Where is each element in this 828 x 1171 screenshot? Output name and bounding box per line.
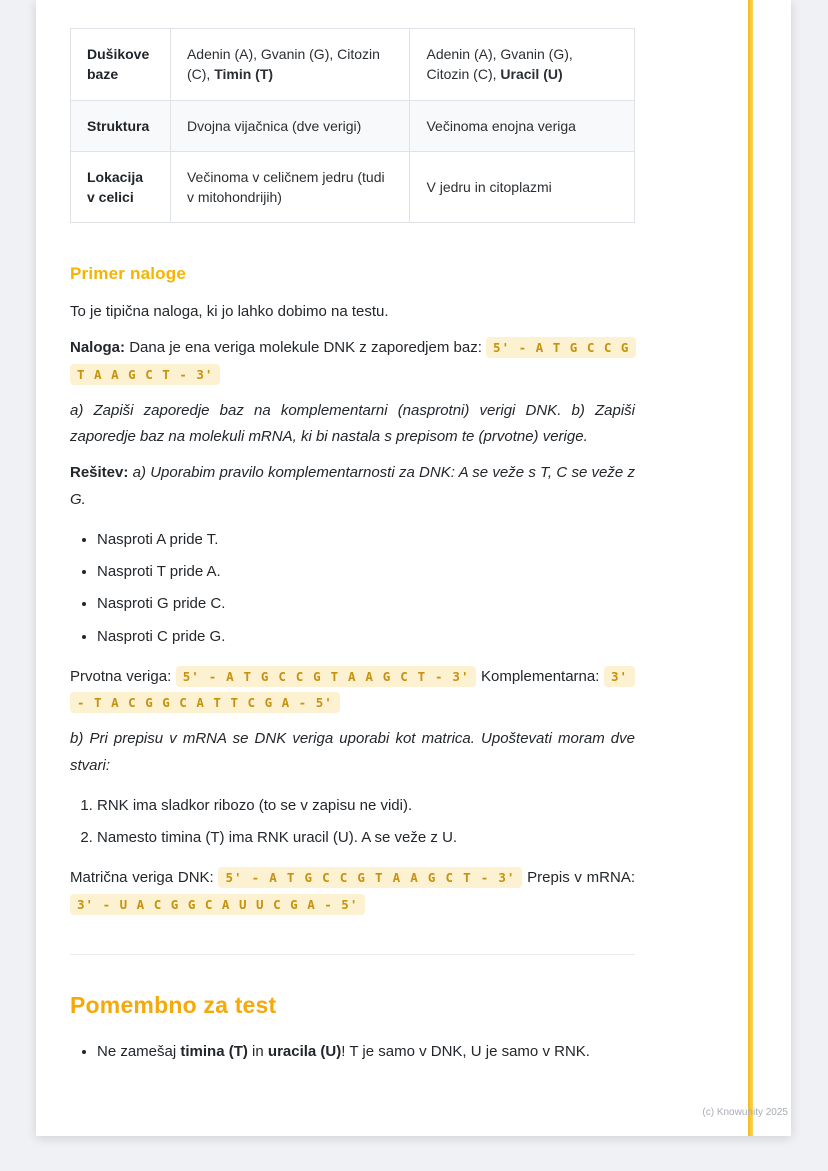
section-heading-primer-naloge: Primer naloge: [70, 264, 186, 284]
document-page: [36, 0, 791, 1136]
bullet-text: in: [252, 1043, 264, 1061]
section-divider: [70, 954, 635, 955]
list-item: • Nasproti G pride C.: [97, 591, 635, 617]
template-strand-code: 5' - A T G C C G T A A G C T - 3': [218, 867, 522, 888]
mrna-strand-code: 3' - U A C G G C A U U C G A - 5': [70, 894, 365, 915]
bullet-text: Ne zamešaj: [97, 1043, 177, 1061]
cell-text: Adenin (A), Gvanin (G), Citozin (C),: [426, 46, 573, 83]
matricna-paragraph: [70, 865, 635, 918]
list-item: 1. RNK ima sladkor ribozo (to se v zapisu ne vidi).: [97, 793, 635, 819]
list-item: • Nasproti T pride A.: [97, 559, 635, 585]
table-row-dusikove-baze: [71, 29, 635, 101]
section-heading-pomembno: Pomembno za test: [70, 991, 277, 1018]
document-content: [36, 0, 791, 1065]
bullet-text: ! T je samo v DNK, U je samo v RNK.: [341, 1043, 590, 1061]
prepis-steps-list: [70, 793, 635, 852]
row-label: Lokacija v celici: [71, 151, 171, 223]
watermark: (c) Knowunity 2025: [702, 1107, 788, 1118]
prvotna-label: Prvotna veriga:: [70, 667, 172, 685]
cell-text: Adenin (A), Gvanin (G), Citozin (C),: [186, 46, 380, 83]
naloga-paragraph: [70, 335, 635, 388]
rnk-cell: Večinoma enojna veriga: [410, 100, 635, 151]
pomembno-list: [70, 1039, 635, 1065]
dnk-cell: Dvojna vijačnica (dve verigi): [170, 100, 410, 151]
rnk-cell: [410, 29, 635, 101]
task-ab-text: a) Zapiši zaporedje baz na komplementarni (nasprotni) verigi DNK. b) Zapiši zaporedje baz na molekuli mRNA, ki bi nastala s prepisom te (prvotne) verige.: [70, 401, 635, 446]
complement-rules-list: [70, 527, 635, 650]
task-ab-paragraph: [70, 398, 635, 451]
list-item: 2. Namesto timina (T) ima RNK uracil (U). A se veže z U.: [97, 825, 635, 851]
bullet-bold: timina (T): [180, 1043, 248, 1061]
row-label: Dušikove baze: [71, 29, 171, 101]
prepis-label: Prepis v mRNA:: [527, 869, 636, 887]
table-row-lokacija: [71, 151, 635, 223]
original-strand-code: 5' - A T G C C G T A A G C T - 3': [176, 666, 477, 687]
matricna-label: Matrična veriga DNK:: [70, 869, 214, 887]
dna-sequence-code: 5' - A T G C C G T A A G C T - 3': [70, 337, 636, 384]
resitev-paragraph: [70, 460, 635, 513]
list-item: • Nasproti C pride G.: [97, 624, 635, 650]
komplementarna-label: Komplementarna:: [481, 667, 600, 685]
dnk-cell: Večinoma v celičnem jedru (tudi v mitohondrijih): [170, 151, 410, 223]
list-item: • Nasproti A pride T.: [97, 527, 635, 553]
cell-bold-text: Timin (T): [214, 66, 274, 83]
intro-paragraph: To je tipična naloga, ki jo lahko dobimo na testu.: [70, 303, 389, 321]
row-label: Struktura: [71, 100, 171, 151]
dnk-rnk-comparison-table: [70, 28, 635, 223]
table-row-struktura: [71, 100, 635, 151]
complementary-strand-code: 3' - T A C G G C A T T C G A - 5': [70, 666, 635, 713]
dnk-cell: [170, 29, 410, 101]
rnk-cell: V jedru in citoplazmi: [410, 151, 635, 223]
bullet-bold: uracila (U): [267, 1043, 342, 1061]
resitev-label: Rešitev:: [70, 464, 129, 482]
resitev-text: a) Uporabim pravilo komplementarnosti za DNK: A se veže s T, C se veže z G.: [70, 464, 635, 508]
prepis-intro-paragraph: [70, 726, 635, 779]
cell-bold-text: Uracil (U): [500, 66, 563, 83]
prepis-intro-text: b) Pri prepisu v mRNA se DNK veriga uporabi kot matrica. Upoštevati moram dve stvari:: [70, 730, 635, 774]
naloga-text: Dana je ena veriga molekule DNK z zaporedjem baz:: [129, 339, 482, 357]
prvotna-paragraph: [70, 664, 635, 717]
list-item: [97, 1039, 635, 1065]
naloga-label: Naloga:: [70, 339, 126, 357]
